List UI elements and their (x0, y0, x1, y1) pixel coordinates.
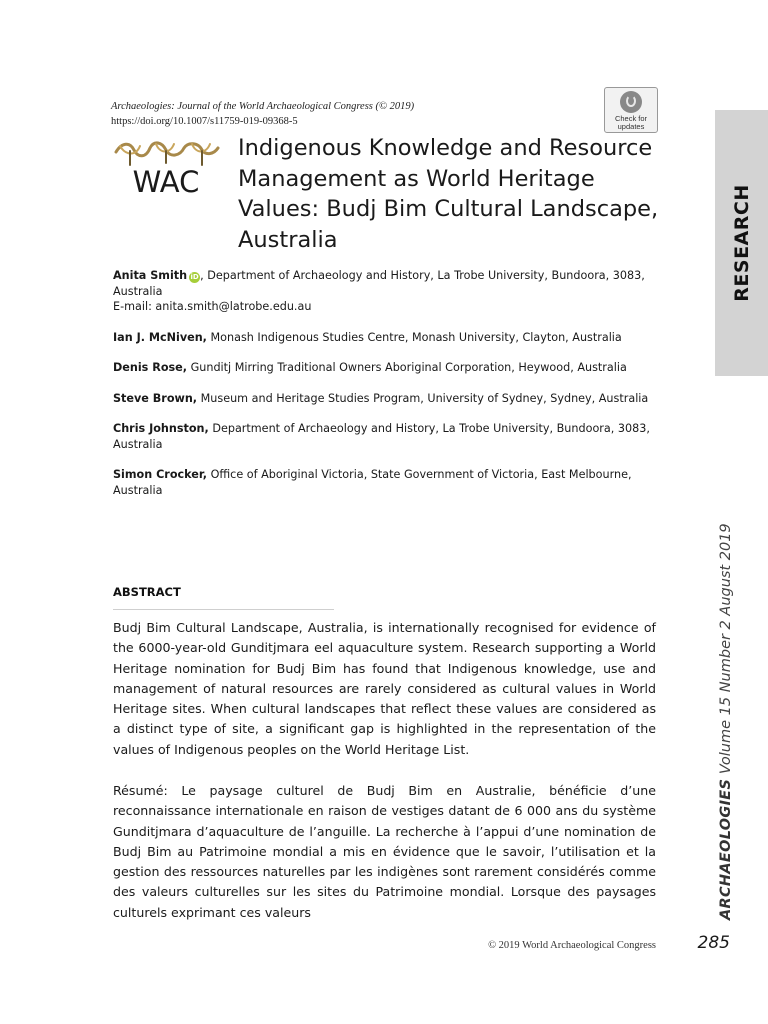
abstract-divider (113, 609, 334, 610)
article-title: Indigenous Knowledge and Resource Management as World Heritage Values: Budj Bim Cultural Landscape, Australia (238, 135, 659, 253)
author-entry: Anita Smith iD, Department of Archaeology and History, La Trobe University, Bundoora, 3083, Australia E-mail: anita.smith@latrobe.edu.au (113, 269, 645, 313)
journal-citation: Archaeologies: Journal of the World Archaeological Congress (© 2019) (111, 101, 415, 112)
author-entry (113, 360, 658, 376)
author-affiliation: Department of Archaeology and History, La Trobe University, Bundoora, 3083, Australia (113, 422, 650, 451)
logo-text: WAC (132, 165, 200, 196)
author-affiliation: Museum and Heritage Studies Program, University of Sydney, Sydney, Australia (200, 391, 649, 405)
author-name: Ian J. McNiven, (113, 330, 207, 344)
author-name: Steve Brown, (113, 391, 198, 405)
author-name: Denis Rose, (113, 361, 188, 374)
abstract-english: Budj Bim Cultural Landscape, Australia, is internationally recognised for evidence of the 6000-year-old Gunditjmara eel aquaculture system. Research supporting a World Heritage nomination for Budj Bim has found that Indigenous knowledge, use and management of natural resources are rarely considered as cultural values in World Heritage sites. When cultural landscapes that reflect these values are considered as a distinct type of site, a significant gap is highlighted in the representation of the values of Indigenous peoples on the World Heritage List. (113, 620, 656, 757)
issue-info: Volume 15 Number 2 August 2019 (718, 523, 734, 775)
journal-header (111, 99, 531, 129)
journal-issue-sidebar (718, 523, 734, 920)
crossmark-icon (620, 91, 642, 113)
orcid-icon[interactable]: iD (190, 273, 199, 281)
author-entry (113, 421, 658, 452)
author-entry (113, 467, 658, 498)
author-affiliation: Department of Archaeology and History, La Trobe University, Bundoora, 3083, Australia (113, 269, 645, 298)
copyright-notice: © 2019 World Archaeological Congress (488, 940, 656, 951)
author-affiliation: Gunditj Mirring Traditional Owners Aboriginal Corporation, Heywood, Australia (190, 361, 627, 374)
abstract-heading: ABSTRACT (113, 585, 181, 599)
journal-name: ARCHAEOLOGIES (718, 778, 734, 920)
author-entry (113, 391, 658, 407)
wac-logo (110, 138, 222, 196)
doi-link[interactable]: https://doi.org/10.1007/s11759-019-09368-5 (111, 116, 298, 127)
section-label: RESEARCH (730, 184, 753, 302)
check-for-updates-badge[interactable] (604, 87, 658, 133)
author-name: Anita Smith (113, 269, 188, 282)
author-email[interactable]: E-mail: anita.smith@latrobe.edu.au (113, 300, 312, 313)
author-affiliation: Monash Indigenous Studies Centre, Monash University, Clayton, Australia (210, 330, 622, 344)
author-entry (113, 330, 658, 346)
author-name: Chris Johnston, (113, 422, 209, 435)
author-list (113, 268, 658, 513)
page-number: 285 (697, 933, 730, 953)
author-name: Simon Crocker, (113, 468, 207, 481)
badge-label: Check for updates (614, 114, 648, 131)
section-tab (715, 110, 768, 376)
author-affiliation: Office of Aboriginal Victoria, State Government of Victoria, East Melbourne, Australia (113, 468, 632, 497)
abstract-french: Résumé: Le paysage culturel de Budj Bim en Australie, bénéficie d’une reconnaissance internationale en raison de vestiges datant de 6 000 ans du système Gunditjmara d’aquaculture de l’anguille. La recherche à l’appui d’une nomination de Budj Bim au Patrimoine mondial a mis en évidence que le savoir, l’utilisation et la gestion des ressources naturelles par les indigènes sont rarement considérés comme des valeurs culturelles sur les sites du Patrimoine mondial. Lorsque des paysages culturels exprimant ces valeurs (113, 783, 656, 920)
